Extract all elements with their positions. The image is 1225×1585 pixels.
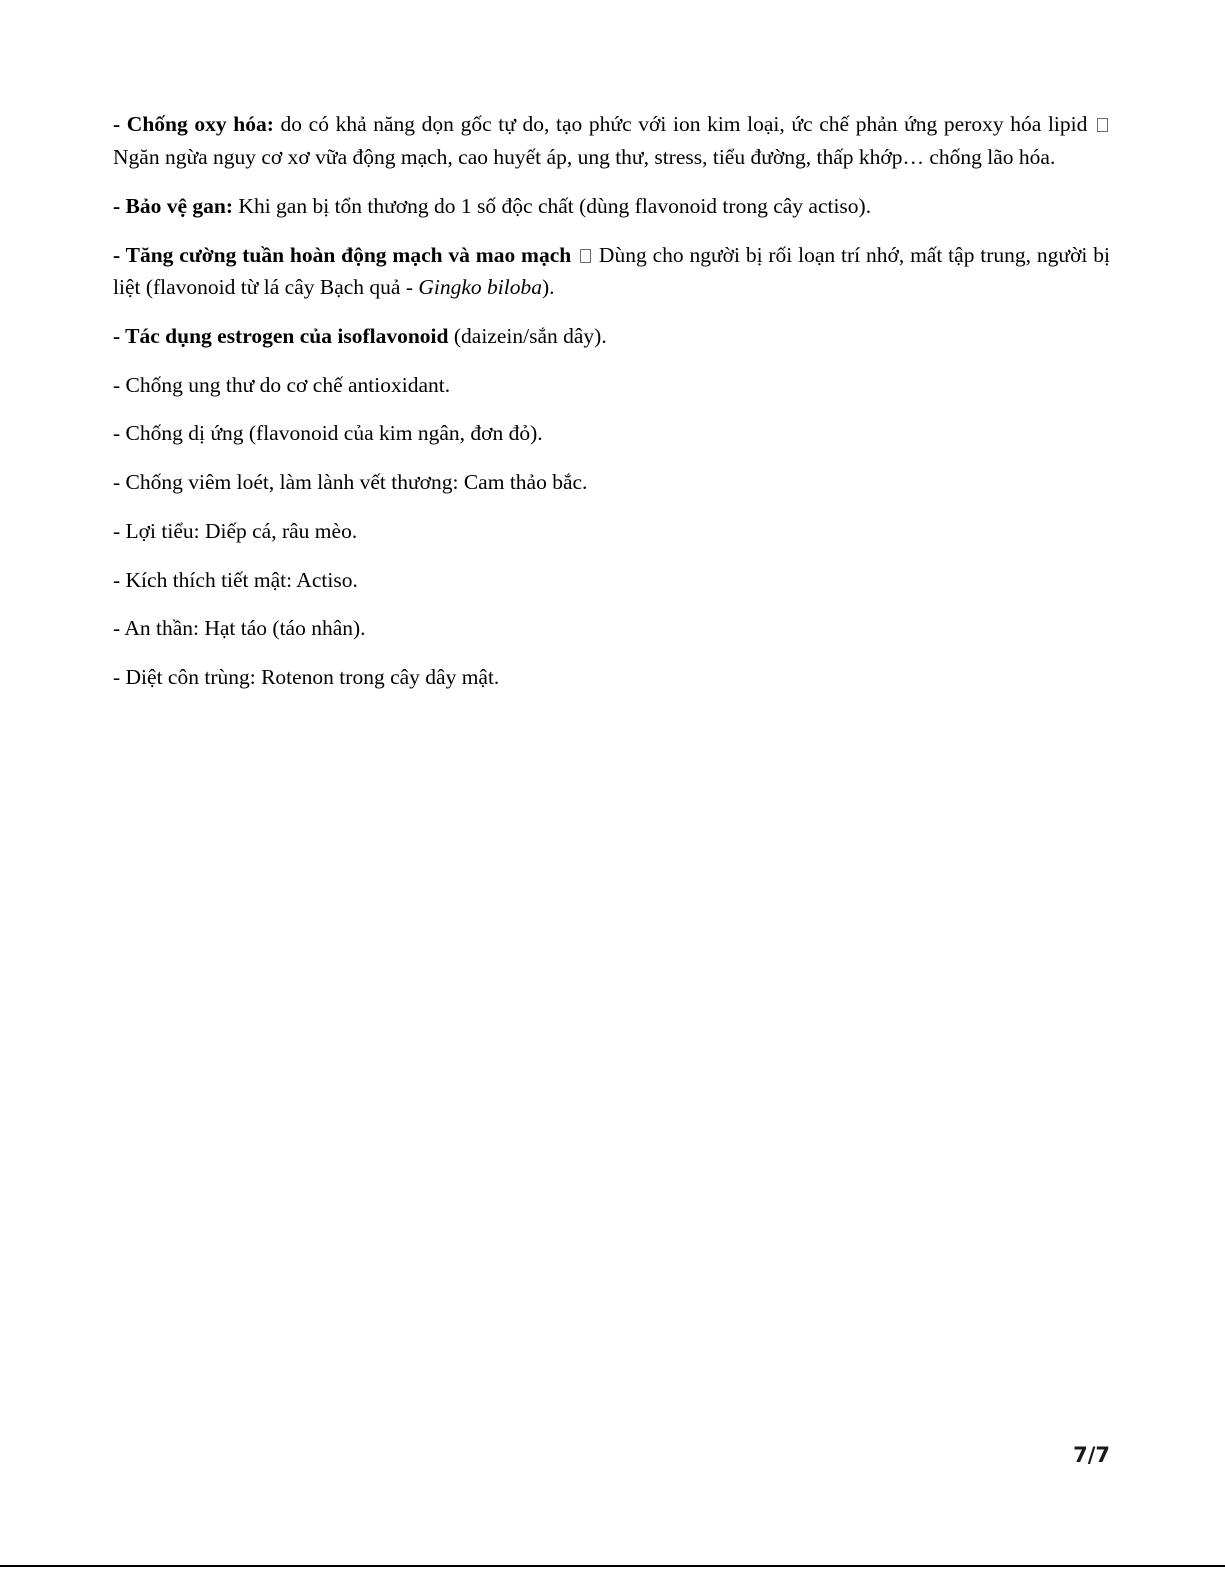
- arrow-placeholder-icon: [580, 249, 591, 263]
- list-item-diuretic: - Lợi tiểu: Diếp cá, râu mèo.: [113, 519, 358, 543]
- paragraph-heading: - Chống oxy hóa:: [113, 112, 274, 136]
- paragraph-text: (daizein/sắn dây).: [448, 324, 607, 348]
- paragraph-estrogen: [113, 320, 1110, 353]
- paragraph-heading: - Tăng cường tuần hoàn động mạch và mao mạch: [113, 242, 572, 267]
- paragraph-text: Dùng cho người bị rối loạn trí nhớ, mất tập trung, người bị liệt (flavonoid từ lá cây Bạch quả -: [113, 242, 1110, 299]
- arrow-placeholder-icon: [1097, 118, 1108, 132]
- page-number: 7/7: [1073, 1443, 1110, 1467]
- list-item-anticancer: - Chống ung thư do cơ chế antioxidant.: [113, 373, 451, 397]
- paragraph-heading: - Bảo vệ gan:: [113, 193, 234, 218]
- species-name: Gingko biloba: [418, 275, 543, 299]
- paragraph-circulation: [113, 239, 1110, 304]
- paragraph-text: ).: [542, 275, 555, 299]
- paragraph-text: Khi gan bị tổn thương do 1 số độc chất (dùng flavonoid trong cây actiso).: [233, 193, 872, 218]
- list-item-sedative: - An thần: Hạt táo (táo nhân).: [113, 616, 366, 640]
- paragraph-antioxidant: [113, 108, 1110, 173]
- document-body: [113, 108, 1110, 694]
- list-item-insecticide: - Diệt côn trùng: Rotenon trong cây dây mật.: [113, 665, 500, 689]
- page-bottom-divider: [0, 1565, 1225, 1567]
- list-item-wound-healing: - Chống viêm loét, làm lành vết thương: Cam thảo bắc.: [113, 470, 588, 494]
- paragraph-text: Ngăn ngừa nguy cơ xơ vữa động mạch, cao huyết áp, ung thư, stress, tiểu đường, thấp khớp… chống lão hóa.: [113, 144, 1056, 169]
- list-item-antiallergy: - Chống dị ứng (flavonoid của kim ngân, đơn đỏ).: [113, 421, 543, 445]
- paragraph-text: do có khả năng dọn gốc tự do, tạo phức với ion kim loại, ức chế phản ứng peroxy hóa lipid: [273, 112, 1094, 136]
- list-item-choleretic: - Kích thích tiết mật: Actiso.: [113, 568, 358, 592]
- paragraph-text: [571, 243, 577, 267]
- paragraph-heading: - Tác dụng estrogen của isoflavonoid: [113, 324, 449, 348]
- paragraph-liver-protection: [113, 190, 1110, 223]
